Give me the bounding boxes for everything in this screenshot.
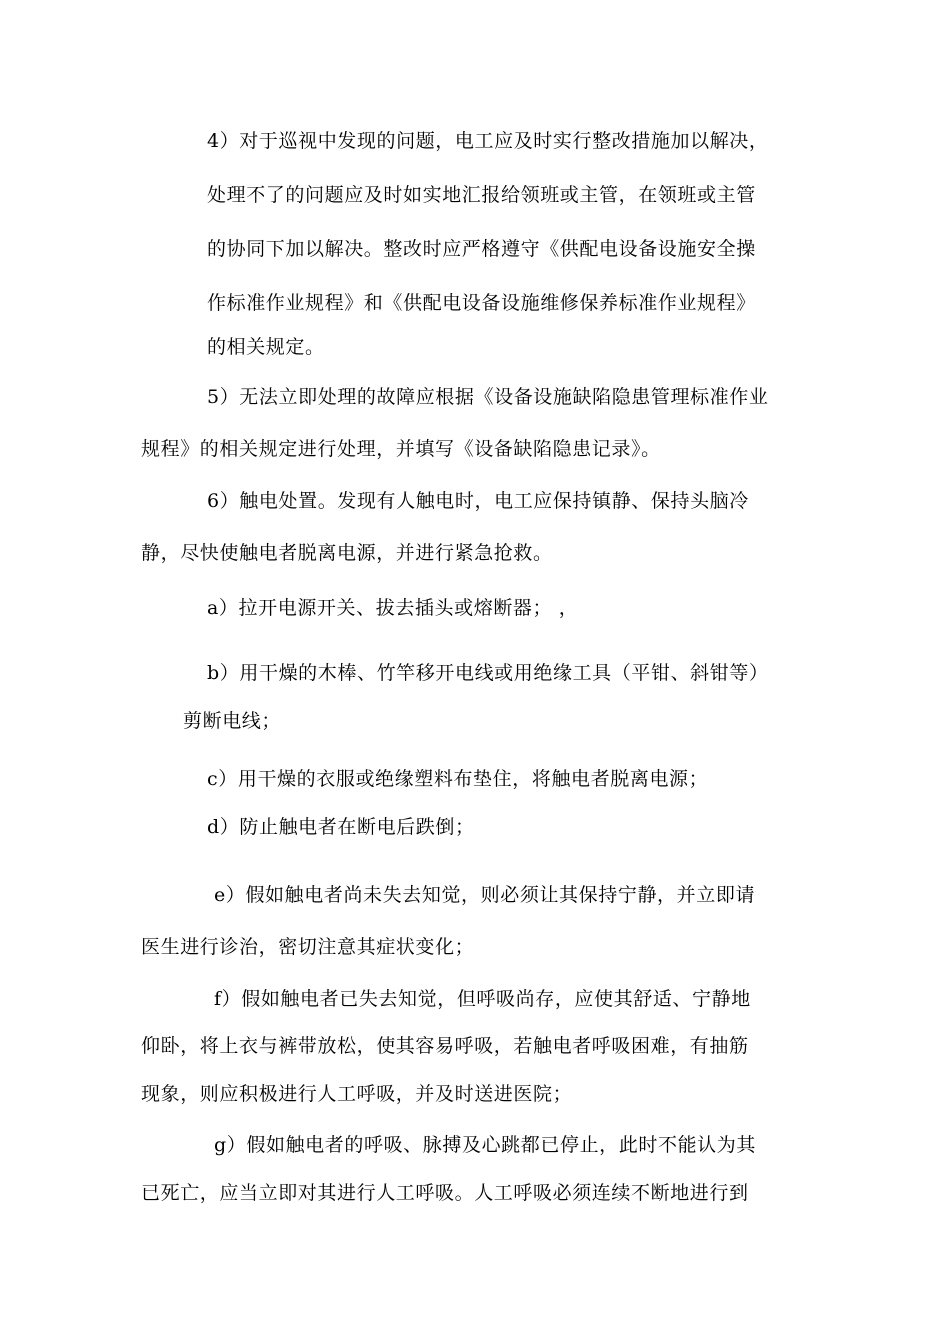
text-line: 的相关规定。 — [207, 336, 325, 358]
text-line: 医生进行诊治，密切注意其症状变化； — [141, 936, 475, 958]
text-line: d）防止触电者在断电后跌倒； — [207, 816, 475, 838]
text-line: 4）对于巡视中发现的问题，电工应及时实行整改措施加以解决， — [207, 130, 769, 152]
text-line: 处理不了的问题应及时如实地汇报给领班或主管，在领班或主管 — [207, 184, 756, 206]
text-line: 剪断电线； — [183, 710, 282, 732]
text-line: 作标准作业规程》和《供配电设备设施维修保养标准作业规程》 — [207, 292, 756, 314]
text-line: a）拉开电源开关、拔去插头或熔断器； ， — [207, 597, 579, 619]
text-line: e）假如触电者尚未失去知觉，则必须让其保持宁静，并立即请 — [214, 884, 756, 906]
text-line: f）假如触电者已失去知觉，但呼吸尚存，应使其舒适、宁静地 — [214, 988, 751, 1010]
text-line: 的协同下加以解决。整改时应严格遵守《供配电设备设施安全操 — [207, 238, 756, 260]
text-line: b）用干燥的木棒、竹竿移开电线或用绝缘工具（平钳、斜钳等） — [207, 662, 769, 684]
text-line: 6）触电处置。发现有人触电时，电工应保持镇静、保持头脑冷 — [207, 490, 749, 512]
text-line: 规程》的相关规定进行处理，并填写《设备缺陷隐患记录》。 — [141, 438, 661, 460]
text-line: 现象，则应积极进行人工呼吸，并及时送进医院； — [141, 1083, 573, 1105]
text-line: 静，尽快使触电者脱离电源，并进行紧急抢救。 — [141, 542, 553, 564]
text-line: g）假如触电者的呼吸、脉搏及心跳都已停止，此时不能认为其 — [214, 1134, 756, 1156]
text-line: 5）无法立即处理的故障应根据《设备设施缺陷隐患管理标准作业 — [207, 386, 769, 408]
text-line: 已死亡，应当立即对其进行人工呼吸。人工呼吸必须连续不断地进行到 — [141, 1182, 749, 1204]
text-line: c）用干燥的衣服或绝缘塑料布垫住，将触电者脱离电源； — [207, 768, 709, 790]
text-line: 仰卧，将上衣与裤带放松，使其容易呼吸，若触电者呼吸困难，有抽筋 — [141, 1035, 749, 1057]
